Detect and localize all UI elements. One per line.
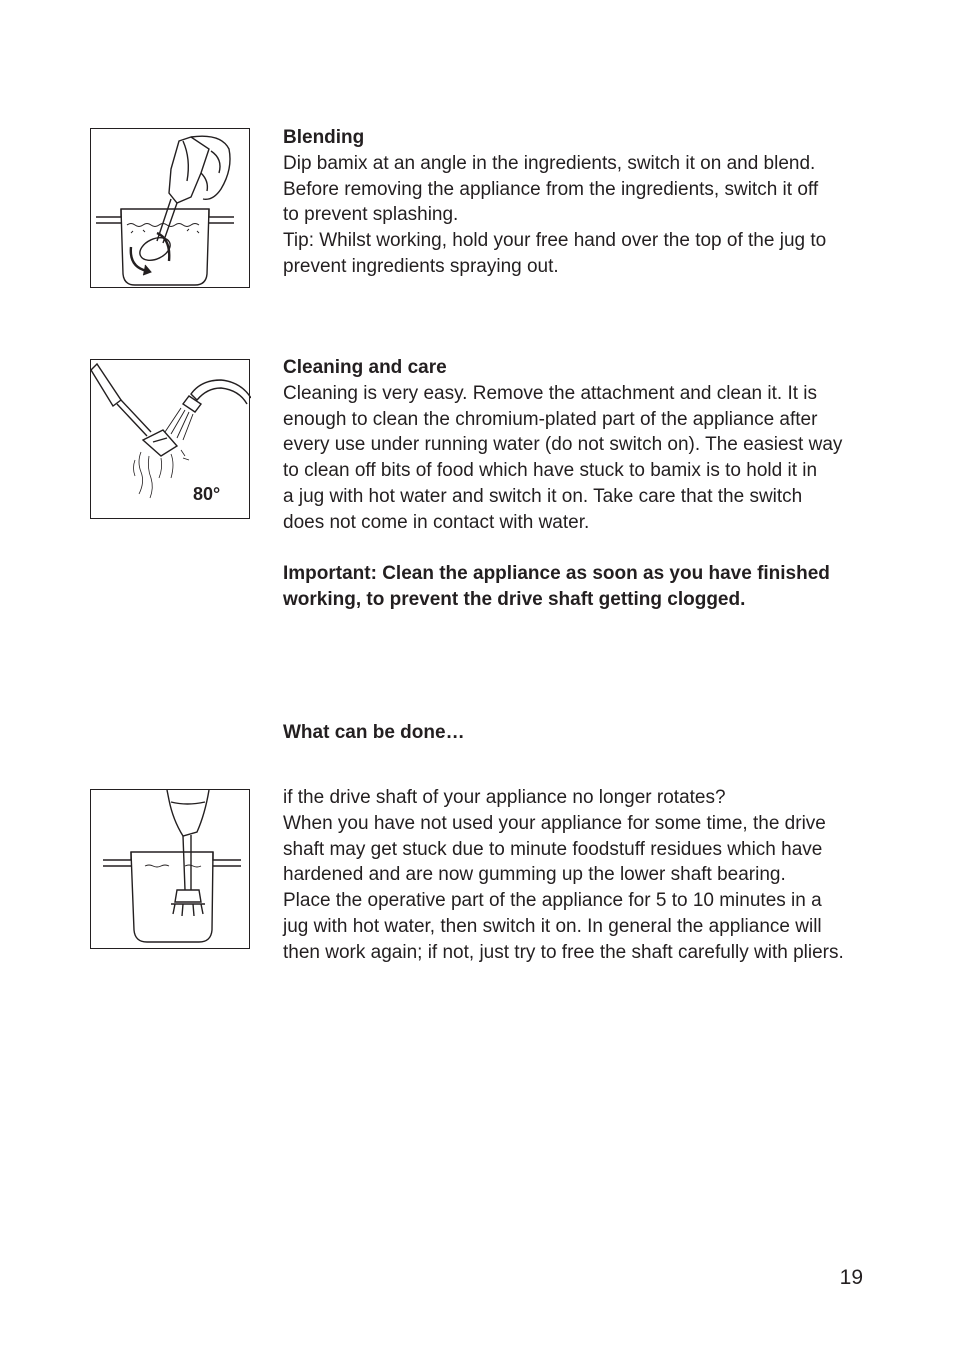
blending-illustration bbox=[90, 128, 250, 288]
blender-under-tap-drawing bbox=[91, 360, 251, 520]
cleaning-heading: Cleaning and care bbox=[283, 357, 447, 378]
blending-line: to prevent splashing. bbox=[283, 204, 459, 226]
temperature-label: 80° bbox=[193, 484, 221, 504]
troubleshoot-line: When you have not used your appliance for some time, the drive bbox=[283, 812, 826, 834]
cleaning-line: Cleaning is very easy. Remove the attachment and clean it. It is bbox=[283, 382, 818, 404]
troubleshoot-line: shaft may get stuck due to minute foodstuff residues which have bbox=[283, 838, 823, 860]
cleaning-line: to clean off bits of food which have stuck to bamix is to hold it in bbox=[283, 460, 818, 482]
what-can-be-done-heading-block bbox=[283, 720, 873, 746]
what-can-be-done-section bbox=[283, 785, 873, 966]
blending-line: Before removing the appliance from the ingredients, switch it off bbox=[283, 178, 819, 200]
troubleshoot-line: if the drive shaft of your appliance no longer rotates? bbox=[283, 787, 726, 808]
what-can-be-done-heading: What can be done… bbox=[283, 722, 465, 743]
blender-in-pot-drawing bbox=[91, 129, 251, 289]
blending-heading: Blending bbox=[283, 127, 365, 148]
troubleshoot-line: jug with hot water, then switch it on. In general the appliance will bbox=[283, 915, 822, 937]
blending-section bbox=[283, 125, 873, 280]
blending-line: Dip bamix at an angle in the ingredients, switch it on and blend. bbox=[283, 152, 816, 174]
important-note-line: working, to prevent the drive shaft getting clogged. bbox=[283, 589, 746, 611]
jug-illustration bbox=[90, 789, 250, 949]
cleaning-illustration bbox=[90, 359, 250, 519]
cleaning-line: every use under running water (do not switch on). The easiest way bbox=[283, 434, 843, 456]
troubleshoot-line: Place the operative part of the appliance for 5 to 10 minutes in a bbox=[283, 890, 822, 912]
troubleshoot-line: hardened and are now gumming up the lower shaft bearing. bbox=[283, 864, 786, 886]
cleaning-line: does not come in contact with water. bbox=[283, 511, 590, 533]
cleaning-line: enough to clean the chromium-plated part of the appliance after bbox=[283, 408, 818, 430]
important-note-line: Important: Clean the appliance as soon as you have finished bbox=[283, 563, 830, 585]
troubleshoot-line: then work again; if not, just try to free the shaft carefully with pliers. bbox=[283, 941, 844, 963]
blending-line: prevent ingredients spraying out. bbox=[283, 255, 559, 277]
blender-in-jug-drawing bbox=[91, 790, 251, 950]
page-number: 19 bbox=[839, 1266, 863, 1289]
cleaning-section bbox=[283, 355, 873, 613]
blending-line: Tip: Whilst working, hold your free hand over the top of the jug to bbox=[283, 230, 827, 252]
cleaning-line: a jug with hot water and switch it on. Take care that the switch bbox=[283, 485, 803, 507]
